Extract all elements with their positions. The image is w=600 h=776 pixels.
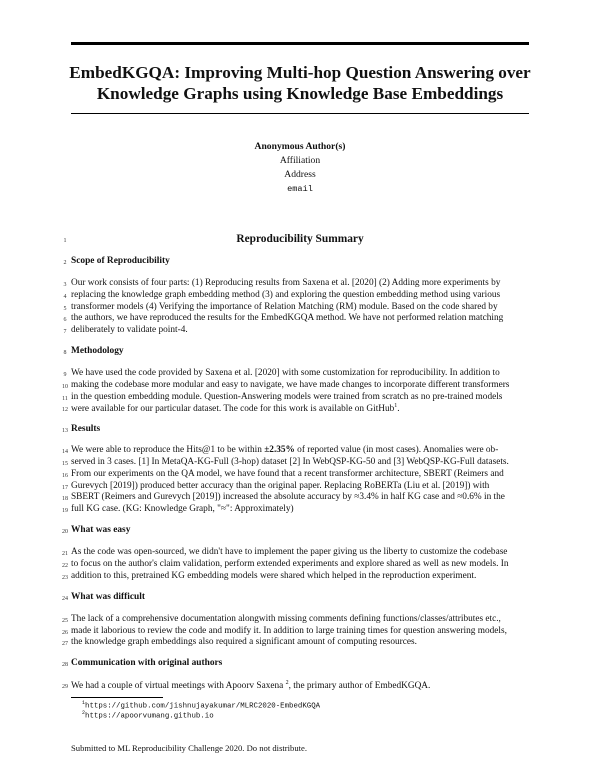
results-line1-post: of reported value (in most cases). Anomalies were ob- (294, 445, 499, 455)
paper-title (60, 62, 540, 104)
results-text-line: SBERT (Reimers and Gurevych [2019]) increased the absolute accuracy by ≈3.4% in half KG case and ≈0.6% in the (71, 492, 505, 502)
line-number: 26 (62, 630, 68, 636)
easy-text-line: As the code was open-sourced, we didn't have to implement the paper giving us the liberty to customize the codebase (71, 547, 508, 557)
section-heading-scope: Scope of Reproducibility (71, 256, 170, 266)
line-number: 17 (62, 485, 68, 491)
line-number: 7 (63, 329, 67, 335)
section-heading-easy: What was easy (71, 525, 131, 535)
line-number: 16 (62, 473, 68, 479)
easy-text-line: to focus on the author's claim validation, perform extended experiments and explore shared as well as new models. In (71, 559, 509, 569)
scope-text-line: deliberately to validate point-4. (71, 325, 188, 335)
results-text-line: From our experiments on the QA model, we have found that a recent transformer architecture, SBERT (Reimers and (71, 469, 504, 479)
footnote-mark: 2 (285, 680, 289, 686)
top-rule (71, 42, 529, 45)
results-text-line: served in 3 cases. [1] In MetaQA-KG-Full (3-hop) dataset [2] In WebQSP-KG-50 and [3] WebQSP-KG-Full datasets. (71, 457, 509, 467)
scope-text-line: the authors, we have reproduced the results for the EmbedKGQA method. We have not performed relation matching (71, 313, 504, 323)
author-name: Anonymous Author(s) (254, 141, 346, 152)
author-address: Address (284, 169, 316, 180)
communication-line-pre: We had a couple of virtual meetings with Apoorv Saxena (71, 681, 286, 692)
line-number: 27 (62, 641, 68, 647)
scope-text-line: Our work consists of four parts: (1) Reproducing results from Saxena et al. [2020] (2) Adding more experiments by (71, 278, 501, 288)
communication-line-post: , the primary author of EmbedKGQA. (288, 681, 431, 692)
section-heading-results: Results (71, 424, 101, 434)
difficult-text-line: made it laborious to review the code and modify it. In addition to large training times for question answering models, (71, 626, 507, 636)
line-number: 6 (63, 317, 67, 323)
line-number: 29 (62, 684, 68, 690)
results-text-line: Gurevych [2019]) produced better accuracy than the original paper. Replacing RoBERTa (Liu et al. [2019]) with (71, 481, 490, 491)
footnote-number: 1 (82, 700, 86, 706)
line-number: 9 (63, 372, 67, 378)
methodology-text-line: We have used the code provided by Saxena et al. [2020] with some customization for reproducibility. In addition to (71, 368, 500, 378)
line-number: 14 (62, 449, 68, 455)
results-text-line: full KG case. (KG: Knowledge Graph, "≈": Approximately) (71, 504, 294, 514)
section-heading-difficult: What was difficult (71, 592, 145, 602)
line-number: 21 (62, 551, 68, 557)
author-email: email (287, 184, 313, 194)
line-number: 20 (62, 529, 68, 535)
line-number: 5 (63, 306, 67, 312)
line-number: 28 (62, 662, 68, 668)
author-block (150, 140, 450, 196)
section-heading-communication: Communication with original authors (71, 658, 223, 668)
line-number: 12 (62, 407, 68, 413)
footnote-mark: 1 (394, 403, 398, 409)
line-number: 18 (62, 496, 68, 502)
footnote (82, 710, 214, 720)
section-heading-methodology: Methodology (71, 346, 124, 356)
footnote (82, 700, 320, 710)
difficult-text-line: The lack of a comprehensive documentation alongwith missing comments defining functions/classes/attributes etc., (71, 614, 501, 624)
line-number: 25 (62, 618, 68, 624)
methodology-text-line: were available for our particular dataset. The code for this work is available on GitHub$^1$. (71, 403, 400, 415)
communication-text-line (71, 680, 531, 691)
title-bottom-rule (71, 113, 529, 114)
footnote-url[interactable]: https://github.com/jishnujayakumar/MLRC2020-EmbedKGQA (85, 702, 321, 711)
line-number: 13 (62, 428, 68, 434)
line-number: 11 (62, 396, 68, 402)
line-number: 1 (63, 238, 67, 244)
footnote-number: 2 (82, 710, 86, 716)
line-number: 19 (62, 508, 68, 514)
difficult-text-line: the knowledge graph embeddings also required a significant amount of computing resources. (71, 637, 417, 647)
methodology-text-line: making the codebase more modular and easy to navigate, we have made changes to incorporate different transformers (71, 380, 510, 390)
line-number: 2 (63, 260, 67, 266)
methodology-text-line: in the question embedding module. Question-Answering models were trained from scratch as no pre-trained models (71, 392, 503, 402)
methodology-last-line: were available for our particular dataset. The code for this work is available on GitHub (71, 404, 395, 415)
line-number: 22 (62, 563, 68, 569)
line-number: 15 (62, 461, 68, 467)
results-line1-pre: We were able to reproduce the Hits@1 to be within (71, 445, 265, 455)
results-highlight: ±2.35% (264, 445, 295, 455)
line-number: 10 (62, 384, 68, 390)
author-affiliation: Affiliation (279, 155, 321, 166)
line-number: 24 (62, 596, 68, 602)
line-number: 3 (63, 282, 67, 288)
footnote-rule (71, 697, 163, 698)
scope-text-line: transformer models (4) Verifying the importance of Relation Matching (RM) module. Based on the code shared by (71, 302, 498, 312)
results-text-line (71, 445, 531, 455)
footnote-url[interactable]: https://apoorvumang.github.io (85, 712, 214, 721)
line-number: 23 (62, 575, 68, 581)
summary-heading: Reproducibility Summary (236, 233, 364, 245)
title-line-2: Knowledge Graphs using Knowledge Base Embeddings (96, 84, 504, 103)
line-number: 8 (63, 350, 67, 356)
line-number: 4 (63, 294, 67, 300)
scope-text-line: replacing the knowledge graph embedding method (3) and exploring the question embedding method using various (71, 290, 501, 300)
title-line-1: EmbedKGQA: Improving Multi-hop Question Answering over (69, 63, 531, 82)
easy-text-line: addition to this, pretrained KG embedding models were shared which helped in the reproduction experiment. (71, 571, 477, 581)
page-footer: Submitted to ML Reproducibility Challenge 2020. Do not distribute. (71, 743, 307, 753)
